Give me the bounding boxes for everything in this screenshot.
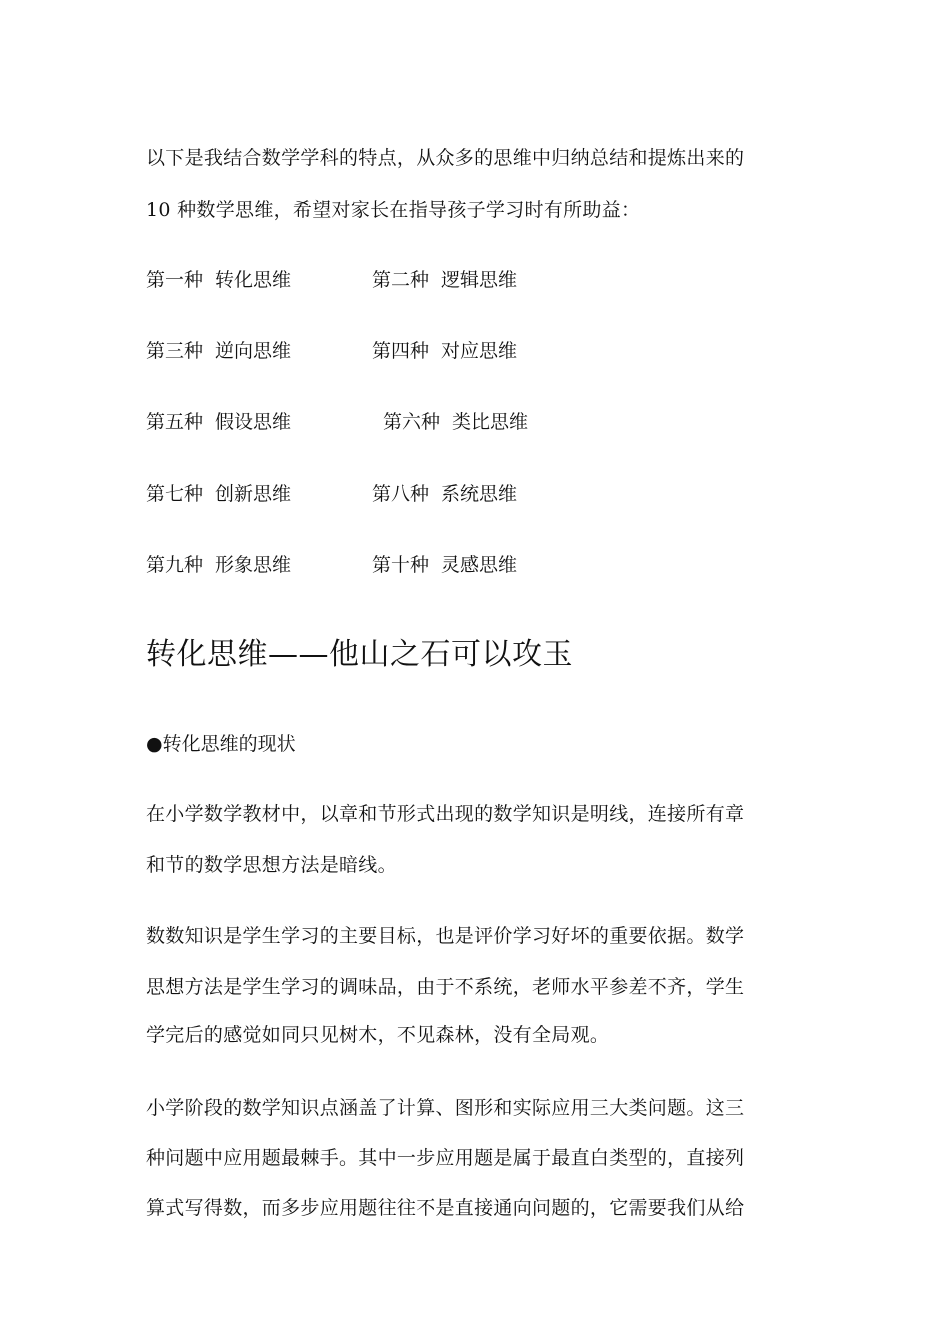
types-row-5: [146, 553, 646, 577]
types-row-3: [146, 410, 646, 434]
paragraph-3-line-1: 小学阶段的数学知识点涵盖了计算、图形和实际应用三大类问题。这三: [146, 1097, 745, 1119]
paragraph-2-line-1: 数数知识是学生学习的主要目标，也是评价学习好坏的重要依据。数学: [146, 925, 745, 947]
paragraph-3-line-2: 种问题中应用题最棘手。其中一步应用题是属于最直白类型的，直接列: [146, 1147, 745, 1169]
type-number: 第九种: [146, 554, 204, 576]
types-row-2: [146, 339, 646, 363]
types-row-4: [146, 482, 646, 506]
type-name: 对应思维: [441, 340, 518, 362]
paragraph-3-line-3: 算式写得数，而多步应用题往往不是直接通向问题的，它需要我们从给: [146, 1197, 745, 1219]
type-number: 第八种: [372, 483, 430, 505]
type-item-5: [146, 410, 291, 434]
type-number: 第四种: [372, 340, 430, 362]
type-name: 假设思维: [215, 411, 292, 433]
type-item-7: [146, 482, 291, 506]
type-item-10: [372, 553, 517, 577]
type-number: 第二种: [372, 269, 430, 291]
type-name: 系统思维: [441, 483, 518, 505]
type-name: 逻辑思维: [441, 269, 518, 291]
type-name: 灵感思维: [441, 554, 518, 576]
type-item-4: [372, 339, 517, 363]
type-number: 第十种: [372, 554, 430, 576]
type-item-1: [146, 268, 291, 292]
section-subtitle: ●转化思维的现状: [146, 733, 296, 755]
type-number: 第五种: [146, 411, 204, 433]
type-name: 创新思维: [215, 483, 292, 505]
type-item-9: [146, 553, 291, 577]
type-name: 类比思维: [452, 411, 529, 433]
paragraph-2-line-3: 学完后的感觉如同只见树木，不见森林，没有全局观。: [146, 1024, 610, 1046]
type-number: 第七种: [146, 483, 204, 505]
type-number: 第三种: [146, 340, 204, 362]
type-name: 转化思维: [215, 269, 292, 291]
type-name: 形象思维: [215, 554, 292, 576]
type-item-6: [383, 410, 528, 434]
types-row-1: [146, 268, 646, 292]
type-number: 第一种: [146, 269, 204, 291]
section-title: 转化思维——他山之石可以攻玉: [146, 637, 573, 672]
intro-line-2: 10 种数学思维，希望对家长在指导孩子学习时有所助益：: [146, 199, 641, 221]
type-item-8: [372, 482, 517, 506]
paragraph-2-line-2: 思想方法是学生学习的调味品，由于不系统，老师水平参差不齐，学生: [146, 976, 745, 998]
type-item-3: [146, 339, 291, 363]
type-number: 第六种: [383, 411, 441, 433]
type-item-2: [372, 268, 517, 292]
type-name: 逆向思维: [215, 340, 292, 362]
paragraph-1-line-2: 和节的数学思想方法是暗线。: [146, 854, 397, 876]
paragraph-1-line-1: 在小学数学教材中，以章和节形式出现的数学知识是明线，连接所有章: [146, 803, 745, 825]
intro-line-1: 以下是我结合数学学科的特点，从众多的思维中归纳总结和提炼出来的: [146, 147, 745, 169]
